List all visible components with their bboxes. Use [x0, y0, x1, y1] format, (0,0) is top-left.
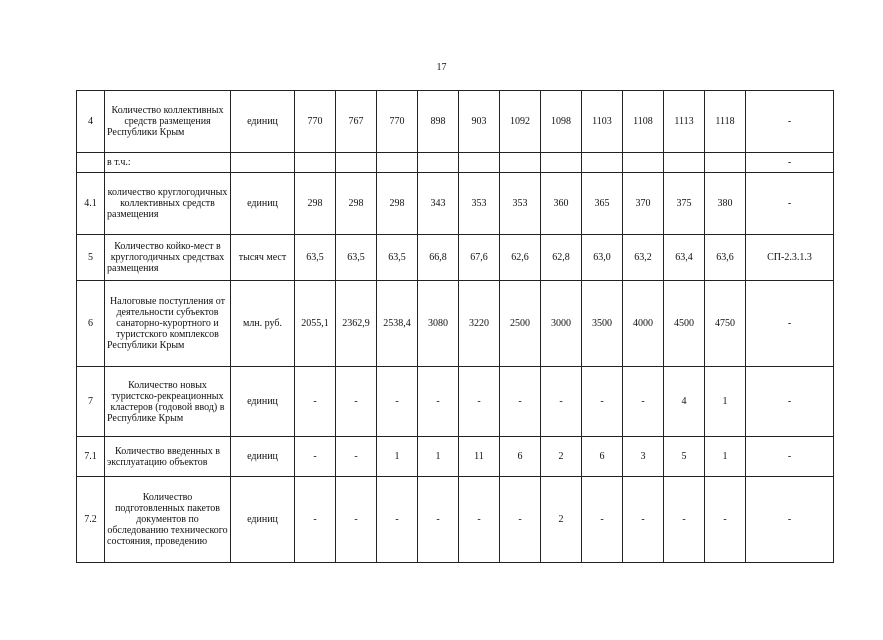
table-row [77, 437, 834, 477]
unit-of-measure: единиц [231, 367, 295, 437]
year-value: 63,5 [377, 235, 418, 281]
year-value [541, 153, 582, 173]
year-value: 1 [705, 367, 746, 437]
unit-of-measure [231, 153, 295, 173]
unit-of-measure: единиц [231, 437, 295, 477]
year-value: 2 [541, 477, 582, 563]
year-value: 3220 [459, 281, 500, 367]
year-value: 1 [418, 437, 459, 477]
year-value: 298 [377, 173, 418, 235]
source-reference: - [746, 153, 834, 173]
table-row [77, 235, 834, 281]
year-value [418, 153, 459, 173]
year-value: - [295, 477, 336, 563]
year-value: 5 [664, 437, 705, 477]
source-reference: - [746, 477, 834, 563]
year-value: 1098 [541, 91, 582, 153]
year-value [582, 153, 623, 173]
year-value: - [541, 367, 582, 437]
year-value: 4750 [705, 281, 746, 367]
unit-of-measure: млн. руб. [231, 281, 295, 367]
year-value: - [582, 477, 623, 563]
indicator-name: Количество новых туристско-рекреационных кластеров (годовой ввод) в Республике Крым [105, 367, 231, 437]
year-value: 67,6 [459, 235, 500, 281]
year-value: 1108 [623, 91, 664, 153]
indicator-name: Количество введенных в эксплуатацию объектов [105, 437, 231, 477]
year-value: 6 [500, 437, 541, 477]
year-value: 898 [418, 91, 459, 153]
year-value: 62,6 [500, 235, 541, 281]
year-value: 365 [582, 173, 623, 235]
year-value: 63,5 [336, 235, 377, 281]
year-value: 4500 [664, 281, 705, 367]
year-value: 298 [295, 173, 336, 235]
year-value: 1118 [705, 91, 746, 153]
table-row [77, 477, 834, 563]
row-number [77, 153, 105, 173]
year-value: - [459, 477, 500, 563]
indicator-name: Количество подготовленных пакетов документов по обследованию технического состояния, проведению [105, 477, 231, 563]
page-number: 17 [436, 62, 447, 73]
year-value: 375 [664, 173, 705, 235]
year-value: 1113 [664, 91, 705, 153]
year-value: - [664, 477, 705, 563]
year-value: 62,8 [541, 235, 582, 281]
year-value: - [623, 367, 664, 437]
source-reference: - [746, 173, 834, 235]
year-value [377, 153, 418, 173]
source-reference: - [746, 367, 834, 437]
year-value: 903 [459, 91, 500, 153]
year-value: 2055,1 [295, 281, 336, 367]
year-value: 3000 [541, 281, 582, 367]
year-value: 2538,4 [377, 281, 418, 367]
year-value: - [377, 367, 418, 437]
table-row [77, 153, 834, 173]
row-number: 6 [77, 281, 105, 367]
row-number: 7.2 [77, 477, 105, 563]
row-number: 5 [77, 235, 105, 281]
row-number: 4 [77, 91, 105, 153]
source-reference: СП-2.3.1.3 [746, 235, 834, 281]
indicator-name: количество круглогодичных коллективных средств размещения [105, 173, 231, 235]
table-row [77, 367, 834, 437]
table-row [77, 91, 834, 153]
year-value: - [500, 477, 541, 563]
indicators-table [76, 90, 834, 563]
unit-of-measure: тысяч мест [231, 235, 295, 281]
year-value: - [295, 367, 336, 437]
year-value: 370 [623, 173, 664, 235]
table-row [77, 281, 834, 367]
row-number: 4.1 [77, 173, 105, 235]
year-value: - [623, 477, 664, 563]
unit-of-measure: единиц [231, 477, 295, 563]
year-value: - [377, 477, 418, 563]
year-value: 66,8 [418, 235, 459, 281]
year-value: 1 [705, 437, 746, 477]
year-value: 1103 [582, 91, 623, 153]
year-value: 353 [500, 173, 541, 235]
year-value: 11 [459, 437, 500, 477]
year-value: 6 [582, 437, 623, 477]
source-reference: - [746, 437, 834, 477]
year-value: 360 [541, 173, 582, 235]
year-value: - [295, 437, 336, 477]
year-value: 3080 [418, 281, 459, 367]
year-value [500, 153, 541, 173]
year-value: 3500 [582, 281, 623, 367]
unit-of-measure: единиц [231, 91, 295, 153]
indicator-name: Количество койко-мест в круглогодичных средствах размещения [105, 235, 231, 281]
source-reference: - [746, 281, 834, 367]
year-value: 63,0 [582, 235, 623, 281]
table-body [77, 91, 834, 563]
year-value [295, 153, 336, 173]
year-value: - [705, 477, 746, 563]
year-value: 2362,9 [336, 281, 377, 367]
year-value: 63,4 [664, 235, 705, 281]
source-reference: - [746, 91, 834, 153]
year-value: 3 [623, 437, 664, 477]
year-value: 2500 [500, 281, 541, 367]
year-value: 770 [295, 91, 336, 153]
year-value: 770 [377, 91, 418, 153]
year-value: 353 [459, 173, 500, 235]
year-value: - [418, 367, 459, 437]
year-value: 4 [664, 367, 705, 437]
year-value: 380 [705, 173, 746, 235]
row-number: 7 [77, 367, 105, 437]
year-value: - [418, 477, 459, 563]
year-value: 298 [336, 173, 377, 235]
year-value: 63,6 [705, 235, 746, 281]
year-value: 1092 [500, 91, 541, 153]
year-value: - [336, 477, 377, 563]
table-row [77, 173, 834, 235]
year-value: - [500, 367, 541, 437]
year-value: 63,2 [623, 235, 664, 281]
indicator-name: Количество коллективных средств размещения Республики Крым [105, 91, 231, 153]
year-value: 63,5 [295, 235, 336, 281]
year-value: 1 [377, 437, 418, 477]
year-value [336, 153, 377, 173]
year-value [664, 153, 705, 173]
indicator-name: Налоговые поступления от деятельности субъектов санаторно-курортного и туристского комплексов Республики Крым [105, 281, 231, 367]
year-value: 343 [418, 173, 459, 235]
year-value: - [336, 437, 377, 477]
row-number: 7.1 [77, 437, 105, 477]
year-value: - [459, 367, 500, 437]
unit-of-measure: единиц [231, 173, 295, 235]
year-value [705, 153, 746, 173]
indicator-name: в т.ч.: [105, 153, 231, 173]
year-value: - [582, 367, 623, 437]
year-value: 767 [336, 91, 377, 153]
year-value [459, 153, 500, 173]
year-value: - [336, 367, 377, 437]
year-value: 2 [541, 437, 582, 477]
year-value: 4000 [623, 281, 664, 367]
year-value [623, 153, 664, 173]
